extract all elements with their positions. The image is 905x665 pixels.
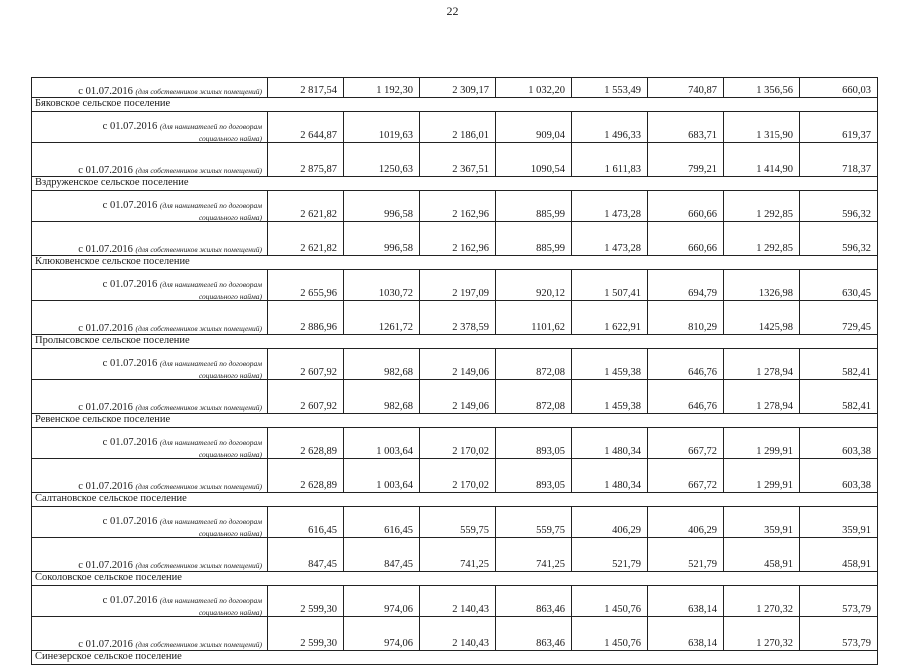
tariff-value-cell: 406,29 — [572, 507, 648, 538]
settlement-header-row — [32, 256, 878, 270]
tariff-value-cell: 596,32 — [800, 191, 878, 222]
row-label-line — [35, 517, 262, 528]
tariff-value-cell: 619,37 — [800, 112, 878, 143]
table-row — [32, 349, 878, 380]
tariff-value-cell: 2 644,87 — [268, 112, 344, 143]
row-label-date: с 01.07.2016 — [78, 164, 133, 176]
tariff-value-cell: 1 032,20 — [496, 78, 572, 98]
tariff-value-cell: 741,25 — [420, 538, 496, 572]
tariff-value-cell: 2 367,51 — [420, 143, 496, 177]
tariff-value-cell: 1101,62 — [496, 301, 572, 335]
table-row — [32, 270, 878, 301]
row-label-note: (для нанимателей по договорам — [159, 438, 262, 447]
tariff-value-cell: 638,14 — [648, 617, 724, 651]
row-label-note: (для нанимателей по договорам — [159, 359, 262, 368]
tariff-value-cell: 667,72 — [648, 428, 724, 459]
tariff-value-cell: 1 459,38 — [572, 349, 648, 380]
row-label-line — [35, 438, 262, 449]
page-number: 22 — [446, 4, 459, 18]
tariff-value-cell: 616,45 — [268, 507, 344, 538]
row-label — [32, 222, 268, 256]
tariff-value-cell: 1 450,76 — [572, 617, 648, 651]
tariff-value-cell: 2 655,96 — [268, 270, 344, 301]
tariff-value-cell: 1090,54 — [496, 143, 572, 177]
row-label-line — [35, 245, 262, 256]
tariff-value-cell: 660,03 — [800, 78, 878, 98]
table-row — [32, 459, 878, 493]
tariff-value-cell: 1326,98 — [724, 270, 800, 301]
tariff-value-cell: 1 278,94 — [724, 380, 800, 414]
row-label-line — [35, 561, 262, 572]
settlement-header-row — [32, 177, 878, 191]
row-label-date: с 01.07.2016 — [102, 279, 158, 290]
settlement-name: Салтановское сельское поселение — [32, 493, 878, 507]
tariff-value-cell: 1425,98 — [724, 301, 800, 335]
settlement-name: Соколовское сельское поселение — [32, 572, 878, 586]
row-label-date: с 01.07.2016 — [78, 243, 133, 255]
table-row — [32, 191, 878, 222]
tariff-value-cell: 559,75 — [496, 507, 572, 538]
tariff-value-cell: 1 003,64 — [344, 428, 420, 459]
tariff-value-cell: 982,68 — [344, 349, 420, 380]
tariff-value-cell: 630,45 — [800, 270, 878, 301]
settlement-header-row — [32, 335, 878, 349]
row-label-line — [35, 122, 262, 133]
tariff-value-cell: 810,29 — [648, 301, 724, 335]
tariff-value-cell: 872,08 — [496, 380, 572, 414]
tariff-value-cell: 982,68 — [344, 380, 420, 414]
row-label-note-continued: социального найма) — [198, 370, 262, 380]
row-label-note: (для нанимателей по договорам — [159, 596, 262, 605]
row-label-line — [35, 640, 262, 651]
row-label-note-continued: социального найма) — [198, 133, 262, 143]
tariff-value-cell: 1 622,91 — [572, 301, 648, 335]
row-label-note: (для собственников жилых помещений) — [135, 323, 262, 333]
row-label — [32, 301, 268, 335]
tariff-value-cell: 1261,72 — [344, 301, 420, 335]
row-label — [32, 459, 268, 493]
tariff-value-cell: 2 170,02 — [420, 428, 496, 459]
tariff-value-cell: 885,99 — [496, 191, 572, 222]
tariff-value-cell: 2 599,30 — [268, 586, 344, 617]
tariff-value-cell: 1030,72 — [344, 270, 420, 301]
tariff-value-cell: 996,58 — [344, 222, 420, 256]
tariff-value-cell: 1 450,76 — [572, 586, 648, 617]
tariff-value-cell: 582,41 — [800, 349, 878, 380]
tariff-value-cell: 1 480,34 — [572, 428, 648, 459]
settlement-name: Клюковенское сельское поселение — [32, 256, 878, 270]
tariff-value-cell: 1 507,41 — [572, 270, 648, 301]
tariff-value-cell: 660,66 — [648, 222, 724, 256]
tariff-value-cell: 1 278,94 — [724, 349, 800, 380]
tariff-value-cell: 616,45 — [344, 507, 420, 538]
tariff-value-cell: 893,05 — [496, 459, 572, 493]
row-label — [32, 270, 268, 301]
tariff-value-cell: 1 270,32 — [724, 586, 800, 617]
tariff-value-cell: 741,25 — [496, 538, 572, 572]
table-row — [32, 78, 878, 98]
tariff-value-cell: 458,91 — [800, 538, 878, 572]
row-label — [32, 349, 268, 380]
table-row — [32, 222, 878, 256]
tariff-value-cell: 740,87 — [648, 78, 724, 98]
row-label-date: с 01.07.2016 — [102, 121, 158, 132]
tariff-value-cell: 582,41 — [800, 380, 878, 414]
tariff-value-cell: 521,79 — [648, 538, 724, 572]
table-row — [32, 617, 878, 651]
row-label-note-continued: социального найма) — [198, 449, 262, 459]
row-label-note-continued: социального найма) — [198, 607, 262, 617]
row-label-line — [35, 359, 262, 370]
tariff-value-cell: 359,91 — [800, 507, 878, 538]
tariff-value-cell: 1 292,85 — [724, 222, 800, 256]
tariff-value-cell: 1 003,64 — [344, 459, 420, 493]
tariff-value-cell: 2 607,92 — [268, 380, 344, 414]
tariff-value-cell: 1 611,83 — [572, 143, 648, 177]
tariff-value-cell: 406,29 — [648, 507, 724, 538]
settlement-header-row — [32, 98, 878, 112]
row-label — [32, 380, 268, 414]
tariff-value-cell: 1 480,34 — [572, 459, 648, 493]
tariff-value-cell: 638,14 — [648, 586, 724, 617]
tariff-value-cell: 603,38 — [800, 428, 878, 459]
row-label — [32, 143, 268, 177]
row-label-note: (для собственников жилых помещений) — [135, 244, 262, 254]
tariff-value-cell: 596,32 — [800, 222, 878, 256]
tariff-value-cell: 2 186,01 — [420, 112, 496, 143]
tariff-value-cell: 847,45 — [344, 538, 420, 572]
row-label-note: (для нанимателей по договорам — [159, 280, 262, 289]
tariff-value-cell: 2 149,06 — [420, 349, 496, 380]
row-label-date: с 01.07.2016 — [102, 358, 158, 369]
tariff-value-cell: 799,21 — [648, 143, 724, 177]
tariff-value-cell: 1250,63 — [344, 143, 420, 177]
tariff-value-cell: 2 170,02 — [420, 459, 496, 493]
tariff-value-cell: 2 886,96 — [268, 301, 344, 335]
tariff-value-cell: 1 292,85 — [724, 191, 800, 222]
tariff-value-cell: 1 553,49 — [572, 78, 648, 98]
settlement-name: Ревенское сельское поселение — [32, 414, 878, 428]
tariff-value-cell: 920,12 — [496, 270, 572, 301]
row-label — [32, 538, 268, 572]
row-label-date: с 01.07.2016 — [78, 85, 133, 97]
tariff-value-cell: 2 149,06 — [420, 380, 496, 414]
tariff-value-cell: 863,46 — [496, 617, 572, 651]
tariff-value-cell: 1 192,30 — [344, 78, 420, 98]
row-label-note: (для собственников жилых помещений) — [135, 481, 262, 491]
row-label — [32, 586, 268, 617]
row-label — [32, 428, 268, 459]
row-label-date: с 01.07.2016 — [102, 595, 158, 606]
row-label-line — [35, 87, 262, 98]
table-row — [32, 143, 878, 177]
row-label-note-continued: социального найма) — [198, 291, 262, 301]
row-label-line — [35, 201, 262, 212]
tariff-value-cell: 2 309,17 — [420, 78, 496, 98]
row-label-date: с 01.07.2016 — [78, 559, 133, 571]
table-row — [32, 112, 878, 143]
row-label-line — [35, 324, 262, 335]
row-label-date: с 01.07.2016 — [102, 200, 158, 211]
tariff-value-cell: 893,05 — [496, 428, 572, 459]
tariff-value-cell: 1 473,28 — [572, 222, 648, 256]
tariff-value-cell: 683,71 — [648, 112, 724, 143]
tariff-value-cell: 694,79 — [648, 270, 724, 301]
table-row — [32, 586, 878, 617]
tariff-value-cell: 909,04 — [496, 112, 572, 143]
row-label-note-continued: социального найма) — [198, 528, 262, 538]
tariff-value-cell: 1 414,90 — [724, 143, 800, 177]
tariff-value-cell: 603,38 — [800, 459, 878, 493]
tariff-value-cell: 2 378,59 — [420, 301, 496, 335]
tariff-value-cell: 1 473,28 — [572, 191, 648, 222]
settlement-header-row — [32, 414, 878, 428]
tariff-value-cell: 458,91 — [724, 538, 800, 572]
tariff-table — [31, 77, 878, 665]
row-label-date: с 01.07.2016 — [78, 638, 133, 650]
tariff-value-cell: 1 270,32 — [724, 617, 800, 651]
row-label-date: с 01.07.2016 — [102, 516, 158, 527]
tariff-value-cell: 1 459,38 — [572, 380, 648, 414]
table-row — [32, 428, 878, 459]
row-label-note: (для нанимателей по договорам — [159, 122, 262, 131]
row-label-note: (для собственников жилых помещений) — [135, 402, 262, 412]
tariff-value-cell: 872,08 — [496, 349, 572, 380]
row-label — [32, 78, 268, 98]
row-label — [32, 191, 268, 222]
tariff-value-cell: 1 299,91 — [724, 459, 800, 493]
settlement-header-row — [32, 651, 878, 665]
tariff-value-cell: 1 356,56 — [724, 78, 800, 98]
tariff-value-cell: 359,91 — [724, 507, 800, 538]
row-label-line — [35, 280, 262, 291]
tariff-value-cell: 1 496,33 — [572, 112, 648, 143]
row-label-note: (для собственников жилых помещений) — [135, 560, 262, 570]
row-label-line — [35, 166, 262, 177]
tariff-value-cell: 667,72 — [648, 459, 724, 493]
tariff-value-cell: 2 628,89 — [268, 459, 344, 493]
table-row — [32, 380, 878, 414]
row-label-date: с 01.07.2016 — [78, 322, 133, 334]
row-label-note: (для собственников жилых помещений) — [135, 639, 262, 649]
tariff-value-cell: 863,46 — [496, 586, 572, 617]
row-label-line — [35, 403, 262, 414]
settlement-name: Вздруженское сельское поселение — [32, 177, 878, 191]
row-label — [32, 507, 268, 538]
tariff-value-cell: 1 315,90 — [724, 112, 800, 143]
settlement-header-row — [32, 572, 878, 586]
tariff-value-cell: 2 140,43 — [420, 586, 496, 617]
row-label-note: (для нанимателей по договорам — [159, 517, 262, 526]
table-row — [32, 507, 878, 538]
tariff-value-cell: 2 162,96 — [420, 191, 496, 222]
tariff-value-cell: 2 628,89 — [268, 428, 344, 459]
tariff-value-cell: 2 162,96 — [420, 222, 496, 256]
row-label-line — [35, 596, 262, 607]
tariff-value-cell: 646,76 — [648, 349, 724, 380]
tariff-value-cell: 1019,63 — [344, 112, 420, 143]
tariff-value-cell: 2 875,87 — [268, 143, 344, 177]
tariff-value-cell: 573,79 — [800, 617, 878, 651]
tariff-value-cell: 2 621,82 — [268, 222, 344, 256]
tariff-value-cell: 2 197,09 — [420, 270, 496, 301]
table-row — [32, 301, 878, 335]
tariff-value-cell: 885,99 — [496, 222, 572, 256]
table-body — [32, 78, 878, 665]
row-label-date: с 01.07.2016 — [78, 480, 133, 492]
tariff-value-cell: 2 817,54 — [268, 78, 344, 98]
settlement-header-row — [32, 493, 878, 507]
settlement-name: Синезерское сельское поселение — [32, 651, 878, 665]
tariff-value-cell: 573,79 — [800, 586, 878, 617]
settlement-name: Пролысовское сельское поселение — [32, 335, 878, 349]
tariff-value-cell: 559,75 — [420, 507, 496, 538]
row-label-date: с 01.07.2016 — [78, 401, 133, 413]
row-label — [32, 112, 268, 143]
tariff-value-cell: 1 299,91 — [724, 428, 800, 459]
settlement-name: Бяковское сельское поселение — [32, 98, 878, 112]
tariff-value-cell: 974,06 — [344, 586, 420, 617]
tariff-value-cell: 2 140,43 — [420, 617, 496, 651]
row-label-note: (для собственников жилых помещений) — [135, 86, 262, 96]
row-label-line — [35, 482, 262, 493]
tariff-value-cell: 2 607,92 — [268, 349, 344, 380]
tariff-value-cell: 660,66 — [648, 191, 724, 222]
tariff-value-cell: 2 621,82 — [268, 191, 344, 222]
tariff-value-cell: 974,06 — [344, 617, 420, 651]
tariff-value-cell: 2 599,30 — [268, 617, 344, 651]
row-label-note: (для нанимателей по договорам — [159, 201, 262, 210]
tariff-value-cell: 521,79 — [572, 538, 648, 572]
tariff-value-cell: 847,45 — [268, 538, 344, 572]
row-label-date: с 01.07.2016 — [102, 437, 158, 448]
row-label-note-continued: социального найма) — [198, 212, 262, 222]
row-label — [32, 617, 268, 651]
table-row — [32, 538, 878, 572]
row-label-note: (для собственников жилых помещений) — [135, 165, 262, 175]
tariff-value-cell: 729,45 — [800, 301, 878, 335]
tariff-value-cell: 718,37 — [800, 143, 878, 177]
tariff-value-cell: 996,58 — [344, 191, 420, 222]
tariff-value-cell: 646,76 — [648, 380, 724, 414]
